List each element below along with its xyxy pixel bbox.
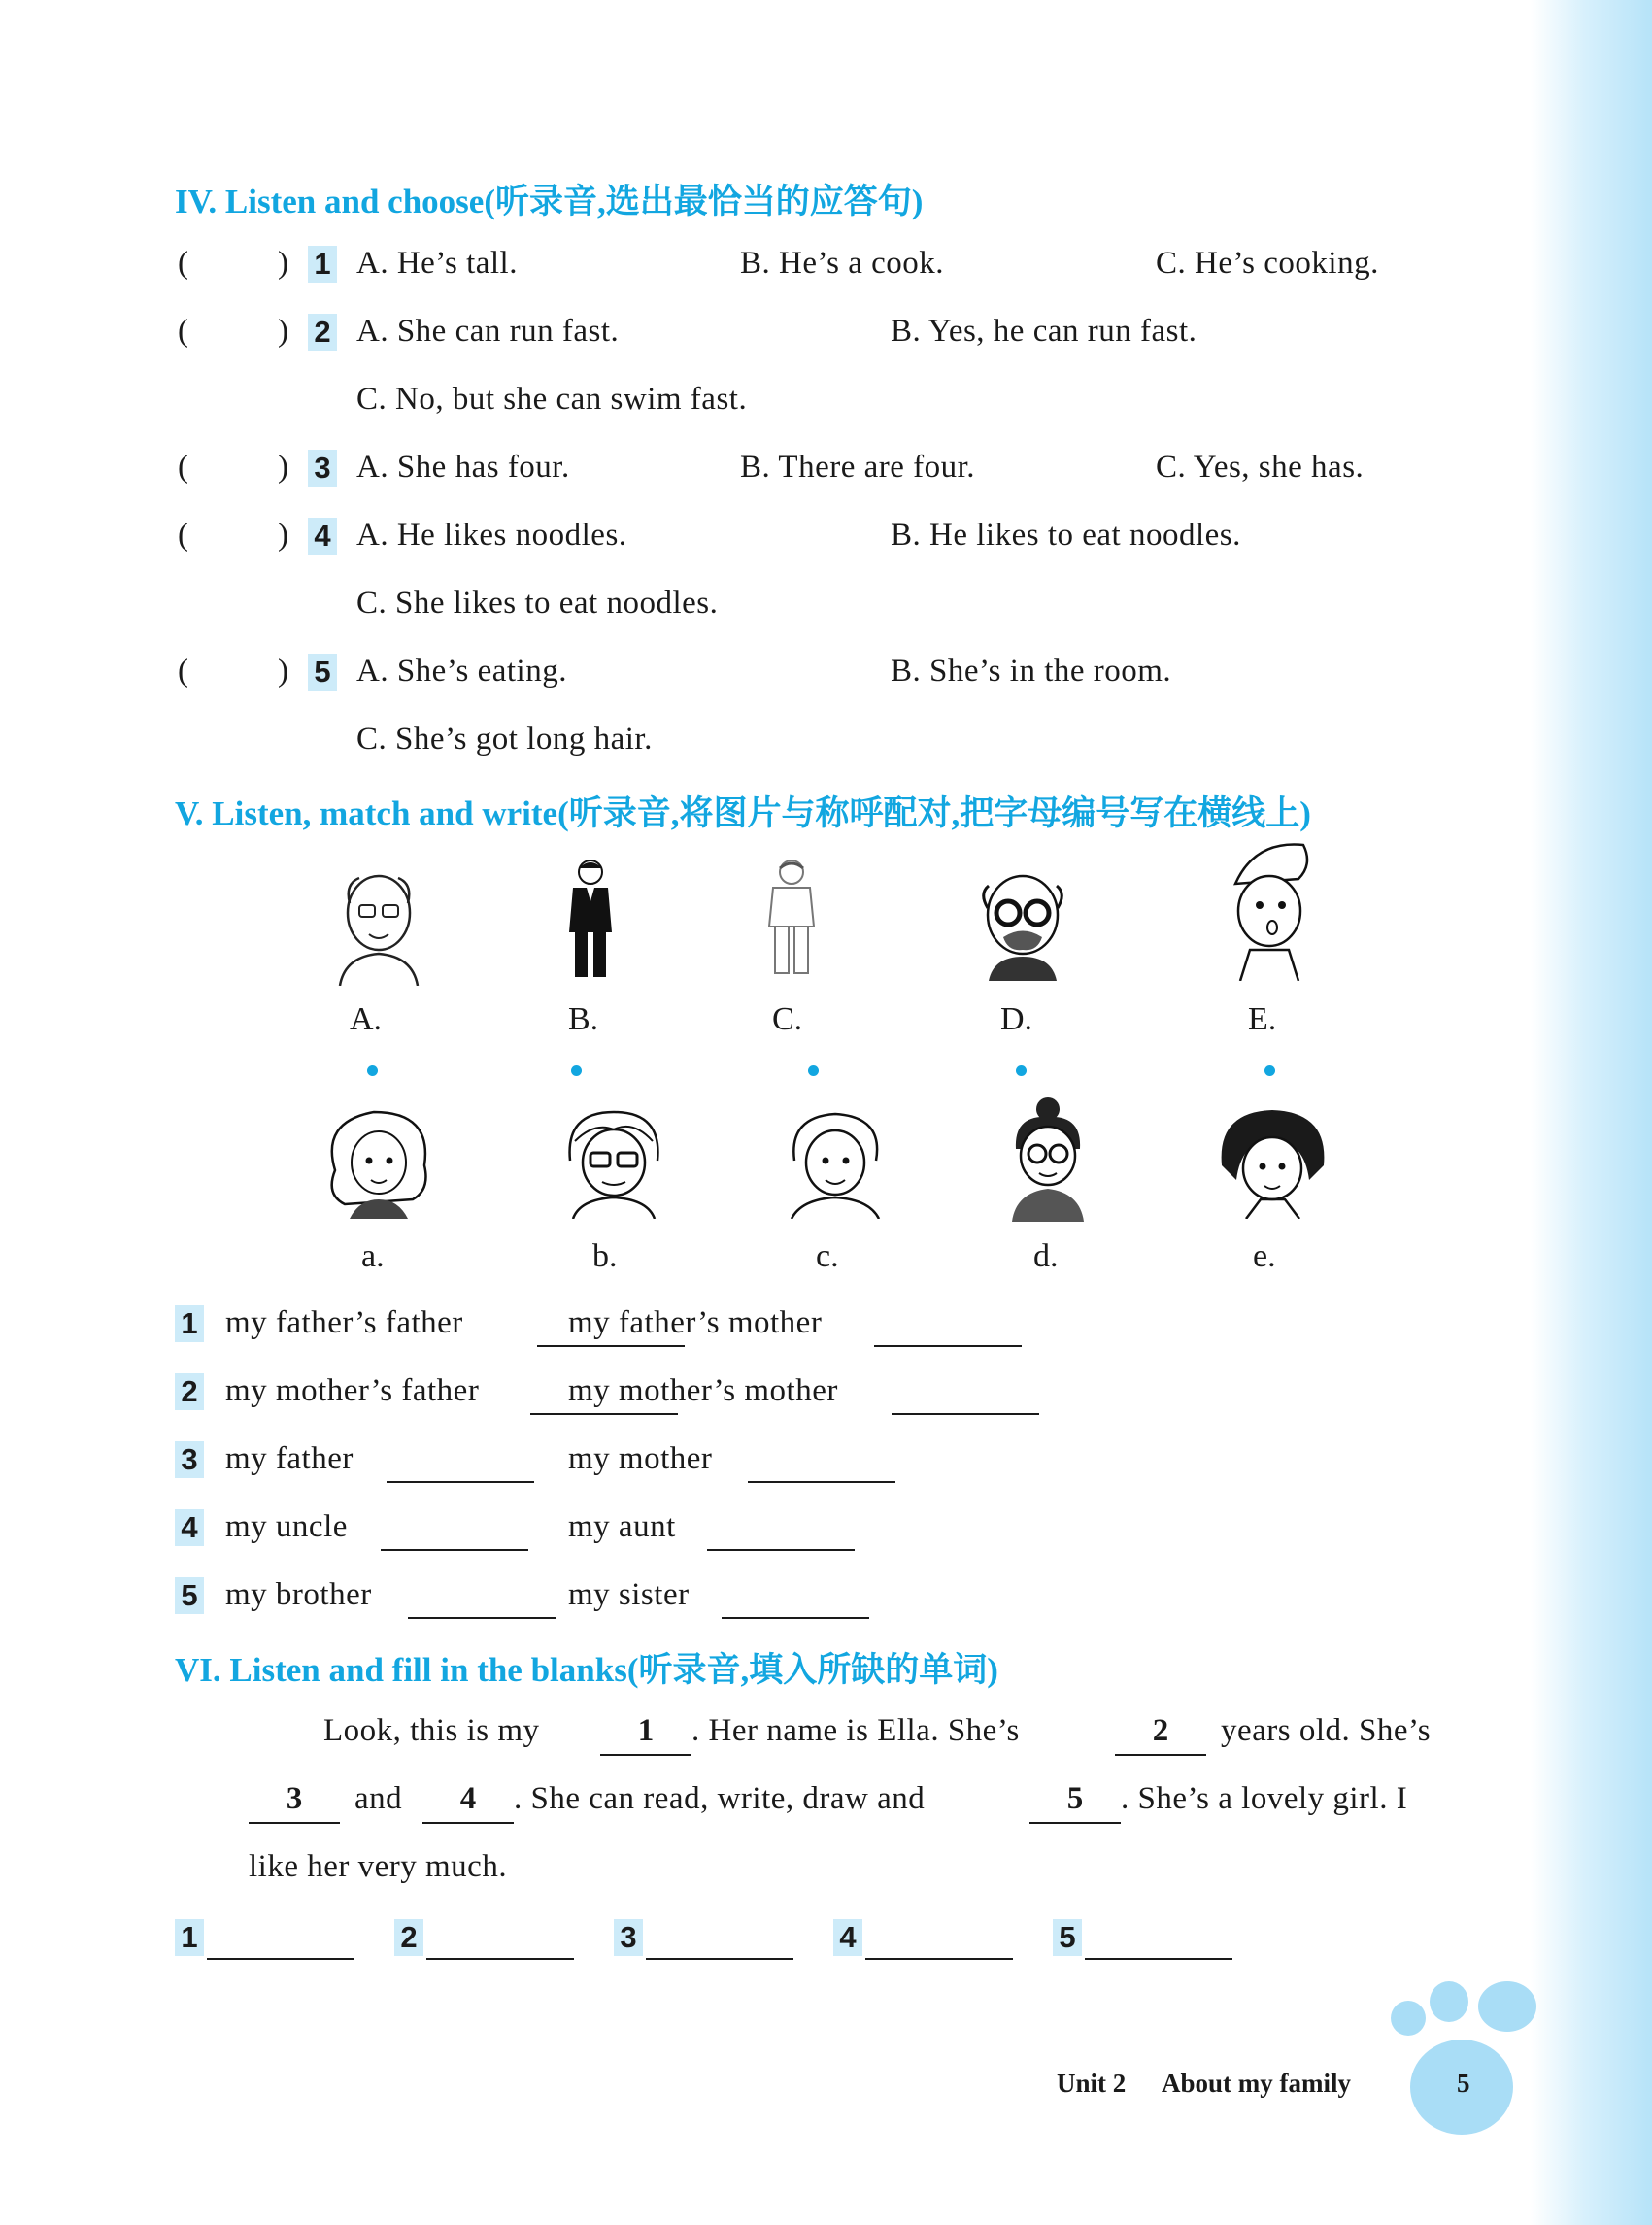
boy-with-cap-icon <box>1216 835 1323 981</box>
answer-blank[interactable] <box>381 1549 528 1551</box>
answer-blank[interactable] <box>874 1345 1022 1347</box>
option-a: A. She’s eating. <box>356 654 567 689</box>
answer-paren-close: ) <box>278 314 288 349</box>
option-c: C. Yes, she has. <box>1156 450 1365 485</box>
option-c: C. He’s cooking. <box>1156 246 1379 281</box>
relation-right: my father’s mother <box>568 1305 823 1340</box>
passage-text: like her very much. <box>249 1849 508 1884</box>
row-number: 1 <box>175 1305 204 1342</box>
figure-label: E. <box>1248 1001 1277 1037</box>
figure-label: a. <box>361 1238 385 1274</box>
passage-text: years old. She’s <box>1221 1713 1432 1748</box>
question-number: 5 <box>308 654 337 691</box>
match-dot-D[interactable] <box>1016 1065 1027 1076</box>
passage-blank[interactable] <box>600 1754 691 1756</box>
answer-blank[interactable] <box>1085 1958 1232 1960</box>
option-a: A. She can run fast. <box>356 314 620 349</box>
boy-standing-icon <box>759 857 824 983</box>
answer-blank[interactable] <box>722 1617 869 1619</box>
row-number: 4 <box>175 1509 204 1546</box>
answer-blank[interactable] <box>530 1413 678 1415</box>
grandma-bun-icon <box>1002 1096 1095 1222</box>
row-number: 2 <box>175 1373 204 1410</box>
answer-paren-close: ) <box>278 450 288 485</box>
answer-number: 4 <box>833 1919 862 1956</box>
answer-paren-open: ( <box>178 518 188 553</box>
answer-number: 5 <box>1053 1919 1082 1956</box>
relation-left: my brother <box>225 1577 372 1612</box>
option-c: C. No, but she can swim fast. <box>356 382 748 417</box>
answer-paren-open: ( <box>178 450 188 485</box>
answer-blank[interactable] <box>426 1958 574 1960</box>
answer-paren-open: ( <box>178 246 188 281</box>
figure-label: b. <box>592 1238 618 1274</box>
row-number: 5 <box>175 1577 204 1614</box>
section-5-heading: V. Listen, match and write(听录音,将图片与称呼配对,把字母编号写在横线上) <box>175 794 1311 832</box>
man-in-suit-icon <box>561 857 620 983</box>
option-a: A. She has four. <box>356 450 570 485</box>
paw-toe-icon <box>1478 1981 1536 2032</box>
passage-text: . She can read, write, draw and <box>514 1781 926 1816</box>
answer-paren-open: ( <box>178 654 188 689</box>
answer-blank[interactable] <box>865 1958 1013 1960</box>
relation-left: my father’s father <box>225 1305 463 1340</box>
passage-blank-number: 1 <box>637 1713 655 1748</box>
answer-number: 3 <box>614 1919 643 1956</box>
question-number: 4 <box>308 518 337 555</box>
relation-right: my mother’s mother <box>568 1373 838 1408</box>
answer-blank[interactable] <box>387 1481 534 1483</box>
figure-label: c. <box>816 1238 839 1274</box>
page-number: 5 <box>1457 2069 1470 2098</box>
relation-left: my uncle <box>225 1509 348 1544</box>
woman-black-hair-icon <box>1212 1102 1333 1219</box>
option-c: C. She’s got long hair. <box>356 722 653 757</box>
old-man-icon <box>330 864 427 986</box>
figure-label: C. <box>772 1001 803 1037</box>
question-number: 2 <box>308 314 337 351</box>
grandpa-with-glasses-icon <box>969 864 1076 981</box>
answer-paren-close: ) <box>278 518 288 553</box>
relation-left: my mother’s father <box>225 1373 480 1408</box>
passage-blank-number: 2 <box>1152 1713 1169 1748</box>
answer-blank[interactable] <box>748 1481 895 1483</box>
answer-number: 2 <box>394 1919 423 1956</box>
passage-blank-number: 4 <box>459 1781 477 1816</box>
figure-label: d. <box>1033 1238 1059 1274</box>
match-dot-C[interactable] <box>808 1065 819 1076</box>
relation-right: my sister <box>568 1577 690 1612</box>
answer-blank[interactable] <box>537 1345 685 1347</box>
row-number: 3 <box>175 1441 204 1478</box>
figure-label: D. <box>1000 1001 1033 1037</box>
option-b: B. There are four. <box>740 450 976 485</box>
passage-blank-number: 5 <box>1066 1781 1084 1816</box>
answer-paren-close: ) <box>278 246 288 281</box>
question-number: 1 <box>308 246 337 283</box>
passage-blank[interactable] <box>249 1822 340 1824</box>
section-6-heading: VI. Listen and fill in the blanks(听录音,填入所缺的单词) <box>175 1651 998 1689</box>
match-dot-E[interactable] <box>1264 1065 1275 1076</box>
figure-label: e. <box>1253 1238 1276 1274</box>
option-b: B. Yes, he can run fast. <box>891 314 1197 349</box>
relation-left: my father <box>225 1441 354 1476</box>
figure-label: A. <box>350 1001 383 1037</box>
relation-right: my mother <box>568 1441 713 1476</box>
passage-blank[interactable] <box>422 1822 514 1824</box>
answer-number: 1 <box>175 1919 204 1956</box>
girl-wavy-hair-icon <box>316 1102 442 1219</box>
figure-label: B. <box>568 1001 599 1037</box>
passage-text: . She’s a lovely girl. I <box>1121 1781 1408 1816</box>
passage-blank[interactable] <box>1029 1822 1121 1824</box>
answer-blank[interactable] <box>408 1617 556 1619</box>
footer-title: About my family <box>1162 2069 1351 2098</box>
paw-toe-icon <box>1430 1981 1468 2022</box>
option-c: C. She likes to eat noodles. <box>356 586 719 621</box>
match-dot-A[interactable] <box>367 1065 378 1076</box>
footer-unit: Unit 2 <box>1057 2069 1127 2098</box>
passage-blank-number: 3 <box>286 1781 303 1816</box>
match-dot-B[interactable] <box>571 1065 582 1076</box>
paw-toe-icon <box>1391 2001 1426 2036</box>
question-number: 3 <box>308 450 337 487</box>
answer-paren-open: ( <box>178 314 188 349</box>
side-color-band <box>1531 0 1652 2225</box>
option-a: A. He’s tall. <box>356 246 518 281</box>
answer-paren-close: ) <box>278 654 288 689</box>
answer-blank[interactable] <box>892 1413 1039 1415</box>
relation-right: my aunt <box>568 1509 676 1544</box>
option-b: B. He likes to eat noodles. <box>891 518 1241 553</box>
answer-blank[interactable] <box>707 1549 855 1551</box>
option-b: B. She’s in the room. <box>891 654 1172 689</box>
answer-blank[interactable] <box>646 1958 793 1960</box>
section-4-heading: IV. Listen and choose(听录音,选出最恰当的应答句) <box>175 183 924 220</box>
passage-text: Look, this is my <box>323 1713 540 1748</box>
passage-blank[interactable] <box>1115 1754 1206 1756</box>
passage-text: and <box>354 1781 403 1816</box>
option-b: B. He’s a cook. <box>740 246 945 281</box>
grandma-glasses-icon <box>556 1102 672 1219</box>
passage-text: . Her name is Ella. She’s <box>691 1713 1020 1748</box>
woman-short-hair-icon <box>777 1102 893 1219</box>
option-a: A. He likes noodles. <box>356 518 627 553</box>
answer-blank[interactable] <box>207 1958 354 1960</box>
